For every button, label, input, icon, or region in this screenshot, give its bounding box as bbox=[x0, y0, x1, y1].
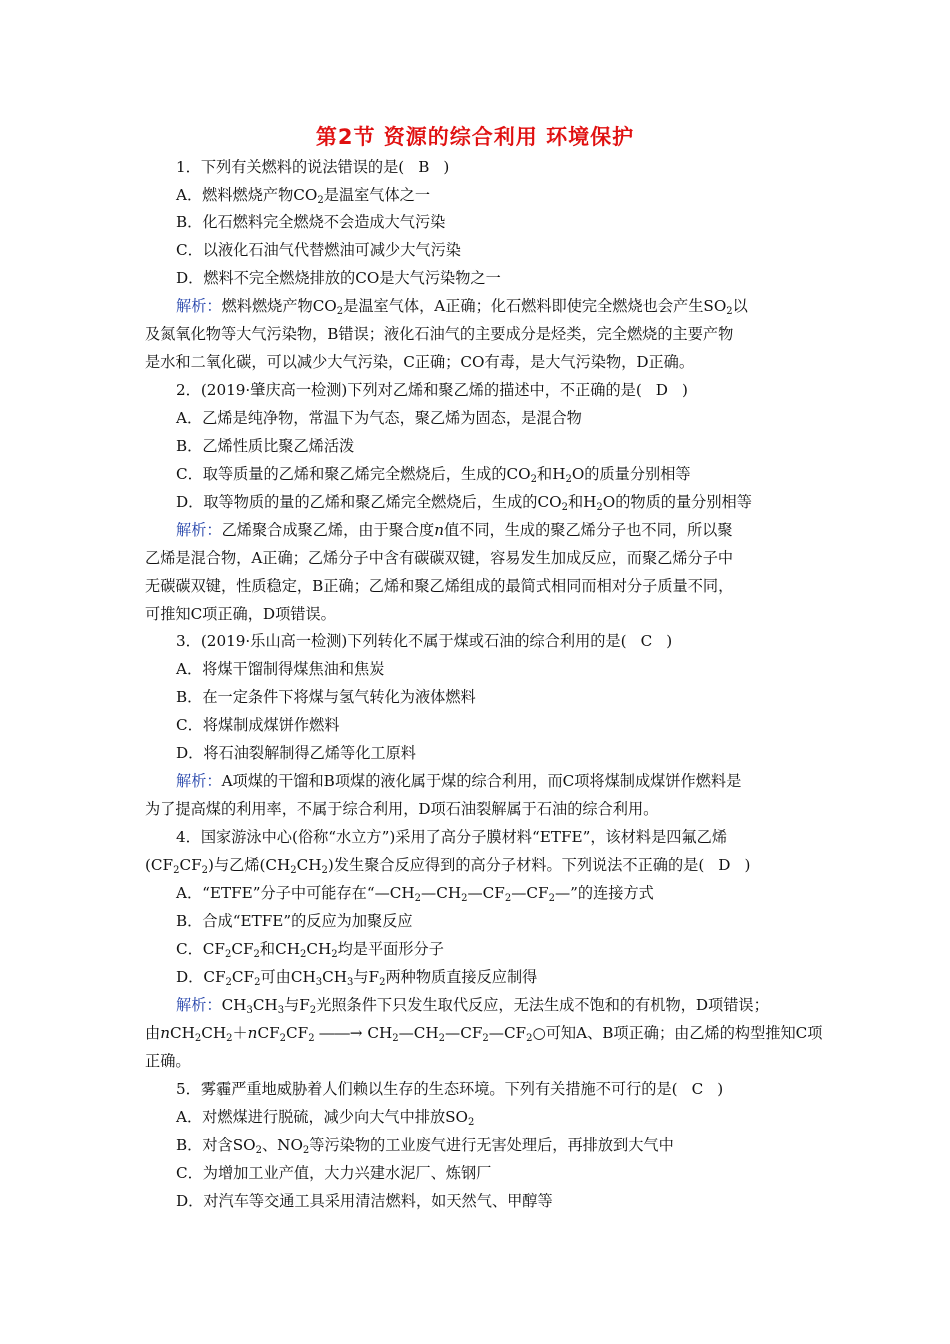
question-5-option-a: A．对燃煤进行脱硫，减少向大气中排放$SO_2$ bbox=[176, 1108, 475, 1128]
question-3-explanation: 解析：A项煤的干馏和B项煤的液化属于煤的综合利用，而C项将煤制成煤饼作燃料是 bbox=[176, 772, 742, 790]
question-1-explanation-line3: 是水和二氧化碳，可以减少大气污染，C正确；CO有毒，是大气污染物，D正确。 bbox=[145, 353, 695, 371]
question-3-explanation-line2: 为了提高煤的利用率，不属于综合利用，D项石油裂解属于石油的综合利用。 bbox=[145, 800, 659, 818]
question-3-answer: C bbox=[640, 632, 653, 650]
question-4-option-b: B．合成“ETFE”的反应为加聚反应 bbox=[176, 912, 413, 930]
question-3-option-b: B．在一定条件下将煤与氢气转化为液体燃料 bbox=[176, 688, 476, 706]
question-2-explanation-line3: 无碳碳双键，性质稳定，B正确；乙烯和聚乙烯组成的最简式相同而相对分子质量不同， bbox=[145, 577, 734, 595]
question-1-answer: B bbox=[418, 158, 430, 176]
question-4-stem: 4．国家游泳中心(俗称“水立方”)采用了高分子膜材料“ETFE”，该材料是四氟乙烯 bbox=[176, 828, 728, 846]
question-5-stem: 5．雾霾严重地威胁着人们赖以生存的生态环境。下列有关措施不可行的是( C ) bbox=[176, 1080, 724, 1098]
question-2-explanation: 解析：乙烯聚合成聚乙烯，由于聚合度n值不同，生成的聚乙烯分子也不同，所以聚 bbox=[176, 521, 733, 539]
question-2-explanation-line4: 可推知C项正确，D项错误。 bbox=[145, 605, 336, 623]
question-4-explanation-line2: 由$nCH_2CH_2+nCF_2CF_2$ ――→ $CH_2—CH_2—CF_2—CF_2○$可知A、B项正确；由乙烯的构型推知C项 bbox=[145, 1024, 823, 1044]
question-2-option-a: A．乙烯是纯净物，常温下为气态，聚乙烯为固态，是混合物 bbox=[176, 409, 582, 427]
question-2-option-b: B．乙烯性质比聚乙烯活泼 bbox=[176, 437, 355, 455]
question-5-option-d: D．对汽车等交通工具采用清洁燃料，如天然气、甲醇等 bbox=[176, 1192, 553, 1210]
question-2-option-c: C．取等质量的乙烯和聚乙烯完全燃烧后，生成的$CO_2$和$H_2O$的质量分别相等 bbox=[176, 465, 691, 485]
question-2-stem: 2．(2019·肇庆高一检测)下列对乙烯和聚乙烯的描述中，不正确的是( D ) bbox=[176, 381, 688, 399]
question-4-stem-line2: $(CF_2CF_2)$与乙烯$(CH_2CH_2)$发生聚合反应得到的高分子材料。下列说法不正确的是( D ) bbox=[145, 856, 751, 876]
page-title: 第2节 资源的综合利用 环境保护 bbox=[315, 125, 635, 149]
question-5-option-b: B．对含$SO_2$、$NO_2$等污染物的工业废气进行无害处理后，再排放到大气中 bbox=[176, 1136, 674, 1156]
question-5-option-c: C．为增加工业产值，大力兴建水泥厂、炼钢厂 bbox=[176, 1164, 492, 1182]
question-4-explanation-line3: 正确。 bbox=[145, 1052, 191, 1070]
question-4-option-c: C．$CF_2CF_2$和$CH_2CH_2$均是平面形分子 bbox=[176, 940, 444, 960]
question-2-answer: D bbox=[655, 381, 668, 399]
question-1-option-b: B．化石燃料完全燃烧不会造成大气污染 bbox=[176, 213, 446, 231]
question-1-option-a: A．燃料燃烧产物$CO_2$是温室气体之一 bbox=[176, 186, 431, 206]
question-3-option-d: D．将石油裂解制得乙烯等化工原料 bbox=[176, 744, 416, 762]
question-1-option-c: C．以液化石油气代替燃油可减少大气污染 bbox=[176, 241, 461, 259]
question-5-answer: C bbox=[691, 1080, 704, 1098]
question-4-option-a: A．“ETFE”分子中可能存在“$—CH_2—CH_2—CF_2—CF_2—$”的连接方式 bbox=[176, 884, 654, 904]
question-3-option-a: A．将煤干馏制得煤焦油和焦炭 bbox=[176, 660, 385, 678]
question-3-option-c: C．将煤制成煤饼作燃料 bbox=[176, 716, 340, 734]
question-4-option-d: D．$CF_2CF_2$可由$CH_3CH_3$与$F_2$两种物质直接反应制得 bbox=[176, 968, 538, 988]
question-4-explanation: 解析：$CH_3CH_3$与$F_2$光照条件下只发生取代反应，无法生成不饱和的有机物，D项错误； bbox=[176, 996, 769, 1016]
question-1-option-d: D．燃料不完全燃烧排放的CO是大气污染物之一 bbox=[176, 269, 501, 287]
question-1-stem: 1．下列有关燃料的说法错误的是( B ) bbox=[176, 158, 450, 176]
question-4-answer: D bbox=[718, 856, 731, 874]
question-2-explanation-line2: 乙烯是混合物，A正确；乙烯分子中含有碳碳双键，容易发生加成反应，而聚乙烯分子中 bbox=[145, 549, 734, 567]
question-3-stem: 3．(2019·乐山高一检测)下列转化不属于煤或石油的综合利用的是( C ) bbox=[176, 632, 673, 650]
question-1-explanation-line2: 及氮氧化物等大气污染物，B错误；液化石油气的主要成分是烃类，完全燃烧的主要产物 bbox=[145, 325, 734, 343]
question-2-option-d: D．取等物质的量的乙烯和聚乙烯完全燃烧后，生成的$CO_2$和$H_2O$的物质的量分别相等 bbox=[176, 493, 752, 513]
question-1-explanation: 解析：燃料燃烧产物$CO_2$是温室气体，A正确；化石燃料即使完全燃烧也会产生$SO_2$以 bbox=[176, 297, 748, 317]
reaction-arrow: ――→ bbox=[319, 1024, 363, 1042]
